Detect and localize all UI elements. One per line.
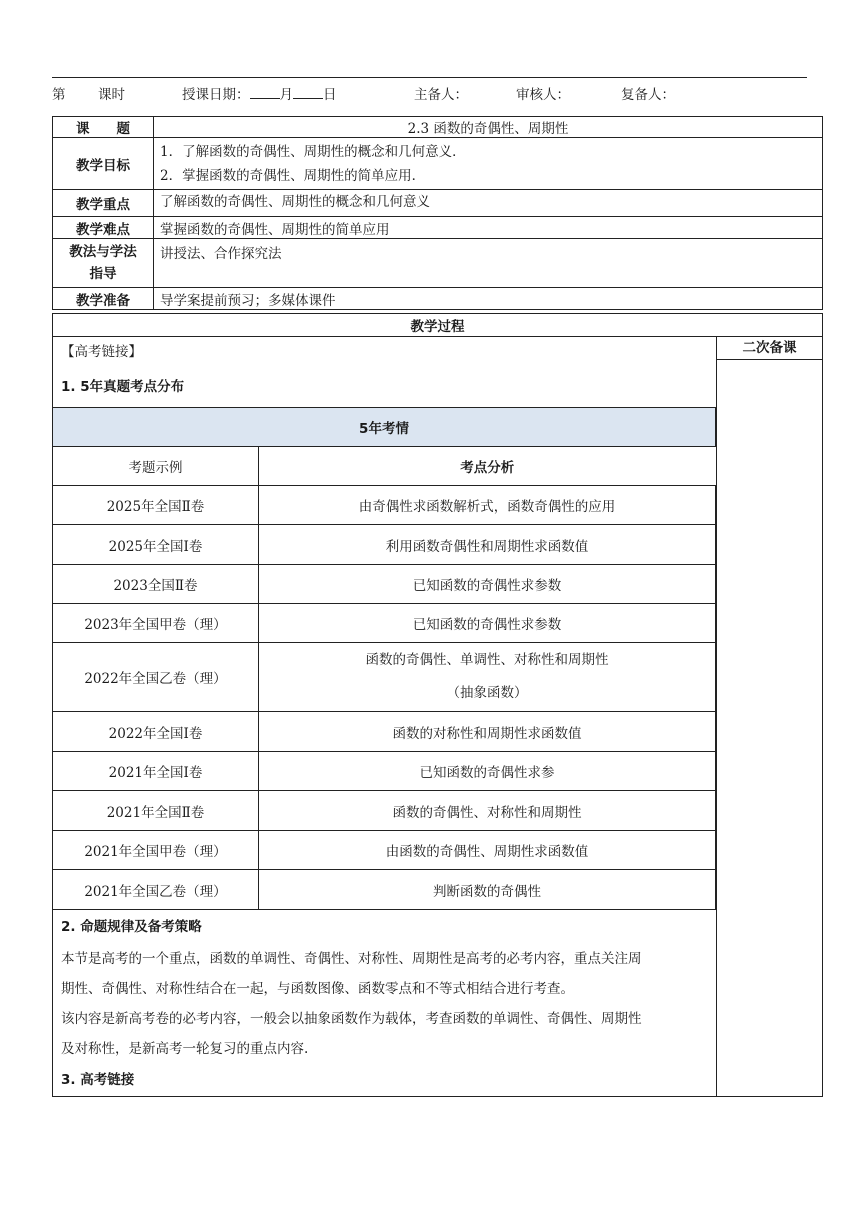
point-cell: 已知函数的奇偶性求参数 <box>259 565 716 604</box>
day-label: 日 <box>323 87 337 103</box>
presenter-label: 主备人： <box>414 87 468 103</box>
exam-cell: 2022年全国Ⅰ卷 <box>53 712 259 752</box>
period-suffix: 课时 <box>98 87 125 103</box>
co-preparer-label: 复备人： <box>621 87 675 103</box>
section3-heading: 3. 高考链接 <box>61 1072 135 1088</box>
topic-value: 2.3 函数的奇偶性、周期性 <box>154 117 823 138</box>
prep-value: 导学案提前预习；多媒体课件 <box>154 288 823 310</box>
point-cell: 利用函数奇偶性和周期性求函数值 <box>259 525 716 565</box>
section2-heading: 2. 命题规律及备考策略 <box>61 919 202 935</box>
key-value: 了解函数的奇偶性、周期性的概念和几何意义 <box>154 190 823 217</box>
col-exam-header: 考题示例 <box>53 447 259 486</box>
point-cell: 已知函数的奇偶性求参数 <box>259 604 716 643</box>
period-prefix: 第 <box>52 87 66 103</box>
exam-cell: 2023全国Ⅱ卷 <box>53 565 259 604</box>
goal-item: 2．掌握函数的奇偶性、周期性的简单应用． <box>160 167 426 184</box>
lesson-info-table <box>52 116 823 310</box>
section1-heading: 1. 5年真题考点分布 <box>61 379 185 395</box>
goal-item: 1．了解函数的奇偶性、周期性的概念和几何意义． <box>160 143 466 160</box>
point-cell: 函数的奇偶性、对称性和周期性 <box>259 791 716 831</box>
exam-cell: 2021年全国甲卷（理） <box>53 831 259 870</box>
point-cell: 已知函数的奇偶性求参 <box>259 752 716 791</box>
reviewer-label: 审核人： <box>516 87 570 103</box>
strategy-paragraph-2 <box>53 1004 716 1064</box>
point-cell: 由奇偶性求函数解析式，函数奇偶性的应用 <box>259 486 716 525</box>
exam-cell: 2021年全国乙卷（理） <box>53 870 259 910</box>
method-label-line: 教法与学法 <box>69 244 137 260</box>
month-label: 月 <box>279 87 293 103</box>
method-label <box>53 239 154 288</box>
key-label: 教学重点 <box>53 190 154 217</box>
secondary-prep-title: 二次备课 <box>717 337 822 360</box>
exam-cell: 2022年全国乙卷（理） <box>53 643 259 712</box>
col-point-header: 考点分析 <box>259 447 716 486</box>
exam-table-title: 5年考情 <box>53 408 716 447</box>
link-heading: 【高考链接】 <box>61 344 142 360</box>
exam-cell: 2025年全国Ⅰ卷 <box>53 525 259 565</box>
goals-value <box>154 138 823 190</box>
lesson-header <box>52 83 812 101</box>
difficulty-label: 教学难点 <box>53 217 154 239</box>
point-cell: 函数的对称性和周期性求函数值 <box>259 712 716 752</box>
point-cell: 由函数的奇偶性、周期性求函数值 <box>259 831 716 870</box>
exam-cell: 2025年全国Ⅱ卷 <box>53 486 259 525</box>
date-field <box>182 83 337 103</box>
exam-cell: 2023年全国甲卷（理） <box>53 604 259 643</box>
exam-cell: 2021年全国Ⅰ卷 <box>53 752 259 791</box>
header-rule <box>52 77 807 78</box>
point-line: （抽象函数） <box>446 685 528 701</box>
point-cell <box>259 643 716 712</box>
prep-label: 教学准备 <box>53 288 154 310</box>
paragraph-line: 期性、奇偶性、对称性结合在一起，与函数图像、函数零点和不等式相结合进行考查。 <box>61 981 574 997</box>
day-blank <box>293 86 323 99</box>
teaching-process-table <box>52 313 823 1097</box>
difficulty-value: 掌握函数的奇偶性、周期性的简单应用 <box>154 217 823 239</box>
point-line: 函数的奇偶性、单调性、对称性和周期性 <box>365 652 609 668</box>
process-title: 教学过程 <box>53 314 823 337</box>
strategy-paragraph-1 <box>53 944 716 1004</box>
date-label: 授课日期： <box>182 87 250 103</box>
paragraph-line: 该内容是新高考卷的必考内容，一般会以抽象函数作为载体，考查函数的单调性、奇偶性、周期性 <box>61 1011 642 1027</box>
goals-label: 教学目标 <box>53 138 154 190</box>
point-cell: 判断函数的奇偶性 <box>259 870 716 910</box>
paragraph-line: 本节是高考的一个重点，函数的单调性、奇偶性、对称性、周期性是高考的必考内容，重点关注周 <box>61 951 642 967</box>
process-content <box>53 337 717 1097</box>
method-label-line: 指导 <box>89 266 117 282</box>
secondary-prep-column <box>717 337 823 1097</box>
method-value: 讲授法、合作探究法 <box>154 239 823 288</box>
exam-distribution-table <box>53 407 716 910</box>
paragraph-line: 及对称性，是新高考一轮复习的重点内容. <box>61 1041 309 1057</box>
exam-cell: 2021年全国Ⅱ卷 <box>53 791 259 831</box>
topic-label: 课 题 <box>53 117 154 138</box>
month-blank <box>250 86 280 99</box>
